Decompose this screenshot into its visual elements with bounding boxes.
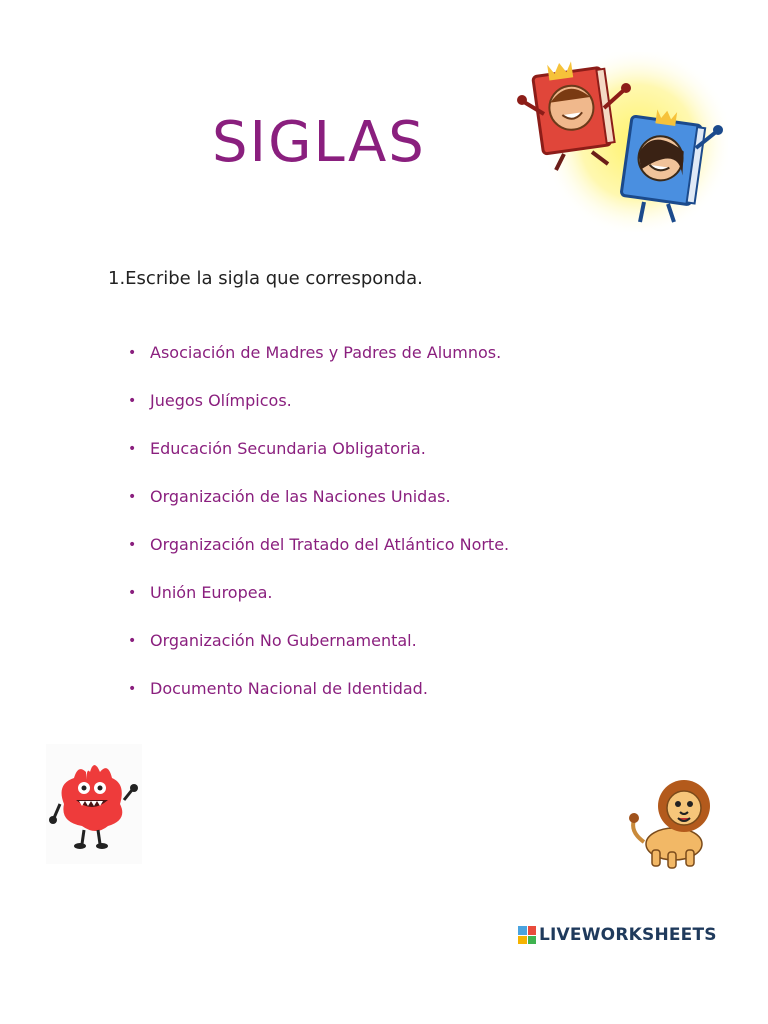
bullet-icon: • <box>128 393 137 409</box>
bullet-icon: • <box>128 537 137 553</box>
liveworksheets-mark-icon <box>518 926 536 944</box>
list-item-text: Organización No Gubernamental. <box>150 631 417 650</box>
list-item-text: Organización del Tratado del Atlántico Norte. <box>150 535 510 554</box>
bullet-icon: • <box>128 345 137 361</box>
list-item <box>128 676 509 724</box>
red-monster-icon <box>46 744 142 864</box>
instruction-text: 1.Escribe la sigla que corresponda. <box>108 268 423 289</box>
acronym-list <box>128 340 509 724</box>
liveworksheets-logo <box>518 924 717 946</box>
list-item-text: Unión Europea. <box>150 583 273 602</box>
cartoon-books-icon <box>508 52 728 232</box>
list-item-text: Documento Nacional de Identidad. <box>150 679 428 698</box>
logo-text: LIVEWORKSHEETS <box>539 925 717 945</box>
list-item <box>128 484 509 532</box>
bullet-icon: • <box>128 441 137 457</box>
list-item-text: Juegos Olímpicos. <box>150 391 292 410</box>
list-item-text: Asociación de Madres y Padres de Alumnos. <box>150 343 502 362</box>
list-item <box>128 340 509 388</box>
list-item <box>128 628 509 676</box>
list-item-text: Organización de las Naciones Unidas. <box>150 487 451 506</box>
list-item <box>128 580 509 628</box>
list-item <box>128 388 509 436</box>
bullet-icon: • <box>128 489 137 505</box>
page-title: SIGLAS <box>212 110 426 175</box>
list-item-text: Educación Secundaria Obligatoria. <box>150 439 426 458</box>
bullet-icon: • <box>128 585 137 601</box>
bullet-icon: • <box>128 633 137 649</box>
bullet-icon: • <box>128 681 137 697</box>
list-item <box>128 532 509 580</box>
cartoon-lion-icon <box>624 772 720 872</box>
list-item <box>128 436 509 484</box>
